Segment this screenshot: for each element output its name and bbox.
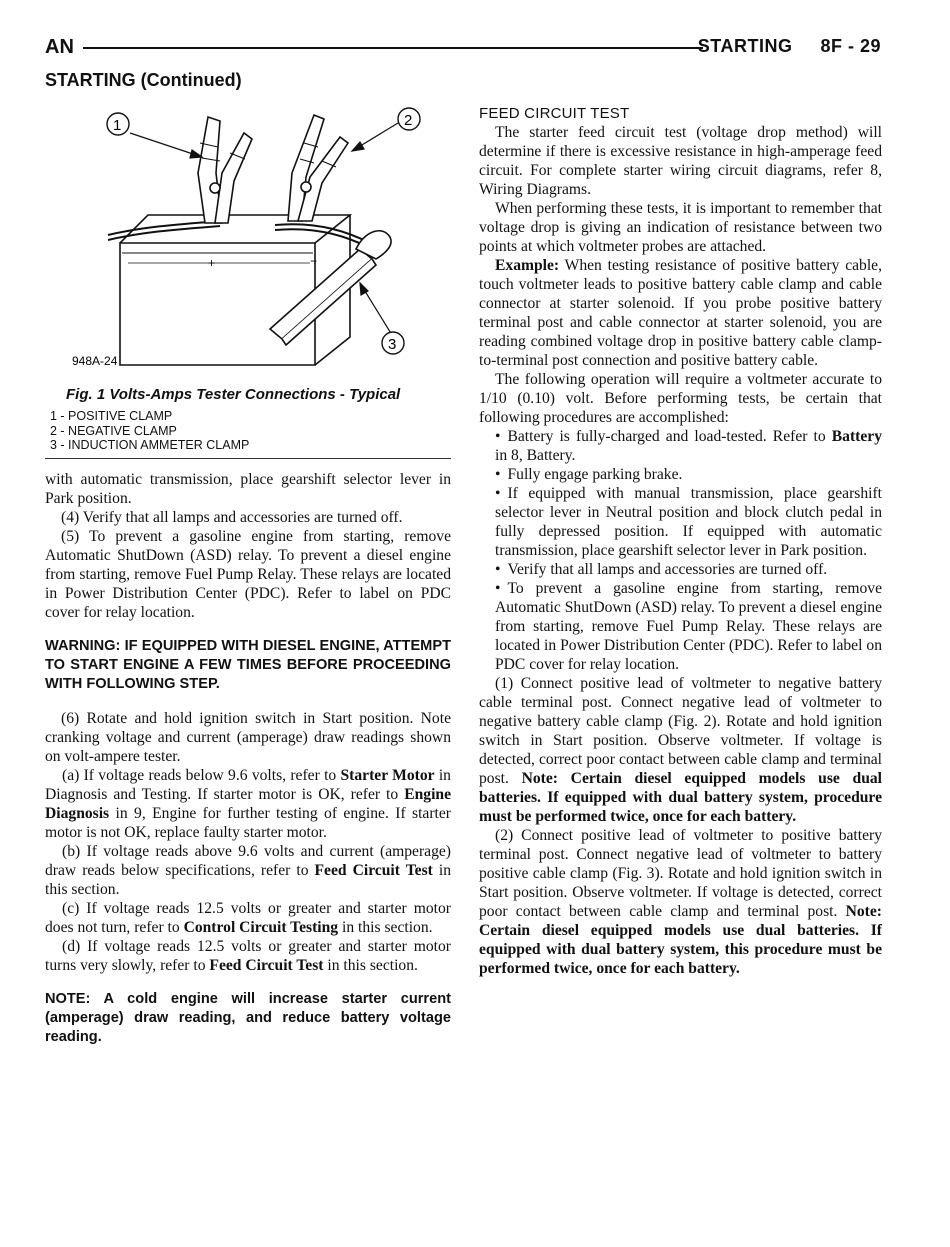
note-text: NOTE: A cold engine will increase starter current (amperage) draw reading, and reduce battery voltage reading. (45, 991, 451, 1045)
left-paragraph: (4) Verify that all lamps and accessories are turned off. (61, 509, 403, 526)
left-paragraph: with automatic transmission, place gearshift selector lever in Park position. (45, 471, 451, 507)
left-paragraph: (b) If voltage reads above 9.6 volts and current (amperage) draw reads below specifications, refer to Feed Circuit Test in this section. (45, 843, 451, 898)
left-paragraph: (5) To prevent a gasoline engine from starting, remove Automatic ShutDown (ASD) relay. To prevent a diesel engine from starting, remove Fuel Pump Relay. These relays are located in Power Distribution Center (PDC). Refer to label on PDC cover for relay location. (45, 528, 451, 621)
figure-caption: Fig. 1 Volts-Amps Tester Connections - Typical (66, 386, 401, 403)
legend-item: 3 - INDUCTION AMMETER CLAMP (50, 438, 250, 452)
callout-1: 1 (113, 117, 122, 134)
page-header (45, 34, 881, 60)
header-page: 8F - 29 (820, 36, 881, 56)
warning-text: WARNING: IF EQUIPPED WITH DIESEL ENGINE, ATTEMPT TO START ENGINE A FEW TIMES BEFORE PROCEEDING WITH FOLLOWING STEP. (45, 638, 451, 692)
bullet-item: • Verify that all lamps and accessories are turned off. (479, 560, 882, 579)
right-paragraph: When performing these tests, it is important to remember that voltage drop is giving an indication of resistance between two points at which voltmeter probes are attached. (479, 200, 882, 255)
callout-3: 3 (388, 336, 397, 353)
feed-circuit-heading: FEED CIRCUIT TEST (479, 105, 630, 122)
left-column (45, 470, 451, 1047)
header-right (698, 36, 881, 57)
section-title: STARTING (Continued) (45, 70, 242, 90)
bullet-item: • To prevent a gasoline engine from starting, remove Automatic ShutDown (ASD) relay. To prevent a diesel engine from starting, remove Fuel Pump Relay. These relays are located in Power Distribution Center (PDC). Refer to label on PDC cover for relay location. (479, 579, 882, 674)
bullet-item: • Battery is fully-charged and load-tested. Refer to Battery in 8, Battery. (479, 427, 882, 465)
figure-legend (50, 409, 249, 453)
right-column (479, 104, 882, 978)
left-paragraph: (a) If voltage reads below 9.6 volts, refer to Starter Motor in Diagnosis and Testing. If starter motor is OK, refer to Engine Diagnosis in 9, Engine for further testing of engine. If starter motor is not OK, replace faulty starter motor. (45, 767, 451, 841)
figure-divider (45, 458, 451, 459)
left-paragraph: (d) If voltage reads 12.5 volts or greater and starter motor turns very slowly, refer to Feed Circuit Test in this section. (45, 938, 451, 974)
minus-mark: − (310, 254, 318, 268)
left-paragraph: (c) If voltage reads 12.5 volts or greater and starter motor does not turn, refer to Control Circuit Testing in this section. (45, 900, 451, 936)
left-paragraph: (6) Rotate and hold ignition switch in Start position. Note cranking voltage and current (amperage) draw readings shown on volt-ampere tester. (45, 710, 451, 765)
right-paragraph: (2) Connect positive lead of voltmeter to positive battery terminal post. Connect negative lead of voltmeter to battery positive cable clamp (Fig. 3). Rotate and hold ignition switch in Start position. Observe voltmeter. If voltage is detected, correct poor contact between cable clamp and terminal post. Note: Certain diesel equipped models use dual batteries. If equipped with dual battery system, this procedure must be performed twice, once for each battery. (479, 827, 882, 977)
bullet-item: • Fully engage parking brake. (479, 465, 882, 484)
header-rule (83, 47, 703, 49)
callout-2: 2 (404, 112, 413, 129)
right-paragraph: (1) Connect positive lead of voltmeter to negative battery cable terminal post. Connect negative lead of voltmeter to negative battery cable clamp (Fig. 2). Rotate and hold ignition switch in Start position. Observe voltmeter. If voltage is detected, correct poor contact between cable clamp and terminal post. Note: Certain diesel equipped models use dual batteries. If equipped with dual battery system, procedure must be performed twice, once for each battery. (479, 675, 883, 825)
header-left: AN (45, 36, 74, 58)
header-section: STARTING (697, 36, 793, 56)
right-paragraph: The starter feed circuit test (voltage drop method) will determine if there is excessive resistance in high-amperage feed circuit. For complete starter wiring circuit diagrams, refer 8, Wiring Diagrams. (479, 124, 882, 198)
bullet-item: • If equipped with manual transmission, place gearshift selector lever in Neutral position and block clutch pedal in fully depressed position. If equipped with automatic transmission, place gearshift selector lever in Park position. (479, 484, 882, 560)
legend-item: 2 - NEGATIVE CLAMP (50, 423, 177, 438)
right-paragraph: Example: When testing resistance of positive battery cable, touch voltmeter leads to positive battery cable clamp and cable connector at starter solenoid. If you probe positive battery terminal post and cable connector at starter solenoid, you are reading combined voltage drop in positive battery cable clamp-to-terminal post connection and positive battery cable. (479, 257, 882, 369)
figure-code: 948A-24 (72, 354, 118, 368)
right-paragraph: The following operation will require a voltmeter accurate to 1/10 (0.10) volt. Before performing tests, be certain that following procedures are accomplished: (479, 371, 882, 426)
legend-item: 1 - POSITIVE CLAMP (50, 409, 173, 423)
battery-tester-figure (60, 103, 440, 383)
negative-clamp-illustration (288, 115, 348, 221)
plus-mark: + (208, 256, 216, 270)
positive-clamp-illustration (198, 117, 252, 223)
